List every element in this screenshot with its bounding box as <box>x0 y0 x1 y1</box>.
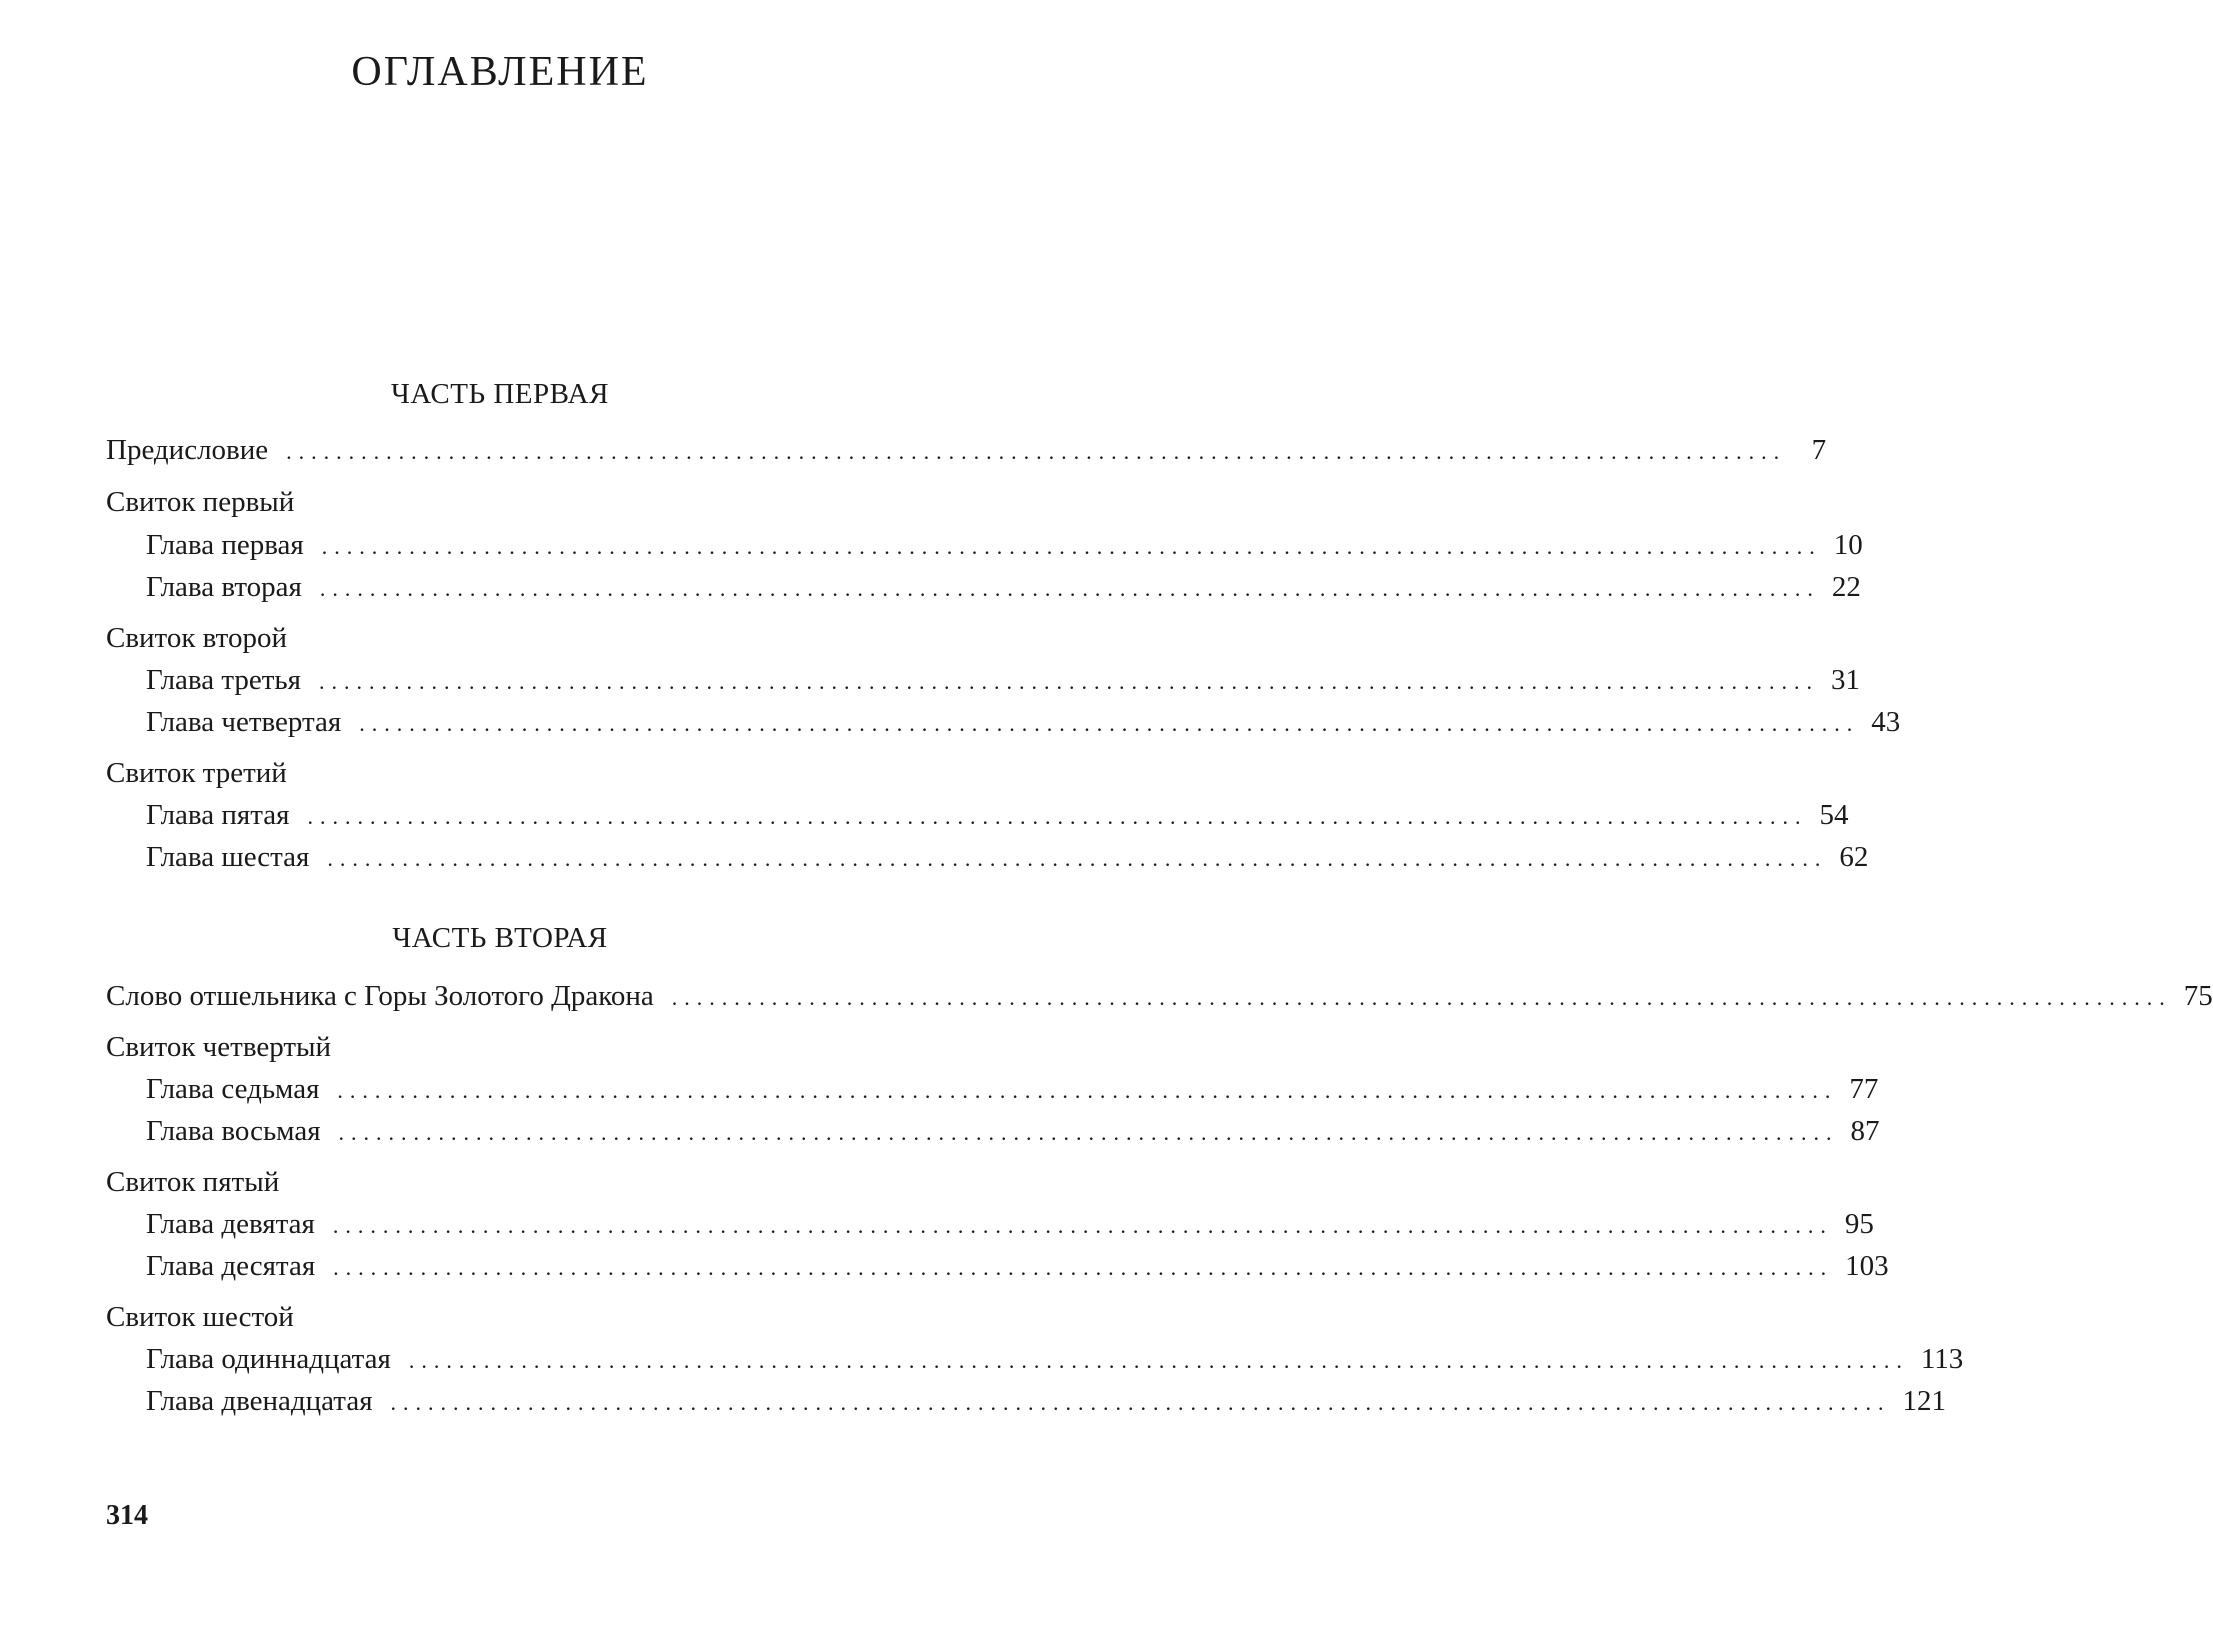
toc-page-number: 7 <box>1811 434 1827 466</box>
toc-chapter-entry[interactable] <box>146 1111 1880 1151</box>
toc-entry-label: Глава шестая <box>146 841 310 873</box>
toc-page-number: 22 <box>1831 571 1861 603</box>
toc-entry-label: Глава пятая <box>146 799 290 831</box>
toc-entry-label: Глава седьмая <box>146 1073 320 1105</box>
toc-page-number: 43 <box>1871 706 1901 738</box>
toc-entry-label: Глава двенадцатая <box>146 1385 373 1417</box>
toc-scroll-heading: Свиток третий <box>106 757 287 789</box>
toc-entry-label: Предисловие <box>106 434 269 466</box>
toc-chapter-entry[interactable] <box>146 525 1863 565</box>
toc-chapter-entry[interactable] <box>146 1381 1947 1421</box>
dot-leader: ........................................................................................................................ <box>319 669 1819 694</box>
toc-entry-label: Глава девятая <box>146 1208 315 1240</box>
toc-entry-label: Глава первая <box>146 529 304 561</box>
toc-scroll-heading: Свиток шестой <box>106 1301 294 1333</box>
toc-entry-preface[interactable] <box>106 430 1827 470</box>
dot-leader: ........................................................................................................................ <box>321 534 1822 559</box>
toc-page-number: 75 <box>2183 980 2213 1012</box>
toc-entry-label: Глава десятая <box>146 1250 316 1282</box>
dot-leader: ........................................................................................................................ <box>319 576 1820 601</box>
toc-chapter-entry[interactable] <box>146 1339 1964 1379</box>
toc-scroll-heading: Свиток пятый <box>106 1166 280 1198</box>
toc-scroll-heading: Свиток первый <box>106 486 295 518</box>
toc-scroll-heading: Свиток второй <box>106 622 287 654</box>
dot-leader: ........................................................................................................................ <box>671 985 2172 1010</box>
toc-page-number: 87 <box>1850 1115 1880 1147</box>
toc-page-number: 62 <box>1839 841 1869 873</box>
toc-chapter-entry[interactable] <box>146 1246 1889 1286</box>
toc-entry-label: Глава третья <box>146 664 301 696</box>
toc-chapter-entry[interactable] <box>146 567 1861 607</box>
toc-page-number: 95 <box>1844 1208 1874 1240</box>
dot-leader: ........................................................................................................................ <box>359 711 1860 736</box>
toc-page-number: 10 <box>1833 529 1863 561</box>
toc-chapter-entry[interactable] <box>146 837 1869 877</box>
dot-leader: ........................................................................................................................ <box>333 1255 1834 1280</box>
toc-entry-label: Слово отшельника с Горы Золотого Дракона <box>106 980 654 1012</box>
dot-leader: ........................................................................................................................ <box>307 804 1808 829</box>
toc-scroll-heading: Свиток четвертый <box>106 1031 332 1063</box>
toc-page-number: 121 <box>1902 1385 1947 1417</box>
toc-page-number: 31 <box>1831 664 1860 696</box>
toc-chapter-entry[interactable] <box>146 1069 1879 1109</box>
dot-leader: ........................................................................................................................ <box>408 1348 1909 1373</box>
page-title: ОГЛАВЛЕНИЕ <box>351 49 649 95</box>
dot-leader: ........................................................................................................................ <box>327 846 1828 871</box>
toc-entry-label: Глава восьмая <box>146 1115 321 1147</box>
page-number-folio: 314 <box>106 1500 148 1531</box>
toc-page-number: 54 <box>1819 799 1849 831</box>
toc-chapter-entry[interactable] <box>146 795 1849 835</box>
toc-page-number: 103 <box>1845 1250 1889 1282</box>
toc-page-number: 77 <box>1849 1073 1879 1105</box>
toc-chapter-entry[interactable] <box>146 1204 1874 1244</box>
toc-entry-label: Глава вторая <box>146 571 302 603</box>
toc-entry-hermit-word[interactable] <box>106 976 2213 1016</box>
dot-leader: ........................................................................................................................ <box>286 439 1787 464</box>
toc-chapter-entry[interactable] <box>146 702 1901 742</box>
dot-leader: ........................................................................................................................ <box>338 1120 1839 1145</box>
toc-entry-label: Глава четвертая <box>146 706 342 738</box>
toc-entry-label: Глава одиннадцатая <box>146 1343 391 1375</box>
toc-page-number: 113 <box>1920 1343 1964 1375</box>
part-heading-1: ЧАСТЬ ПЕРВАЯ <box>391 378 609 410</box>
part-heading-2: ЧАСТЬ ВТОРАЯ <box>392 922 608 954</box>
dot-leader: ........................................................................................................................ <box>332 1213 1833 1238</box>
toc-chapter-entry[interactable] <box>146 660 1860 700</box>
dot-leader: ........................................................................................................................ <box>337 1078 1838 1103</box>
dot-leader: ........................................................................................................................ <box>390 1390 1891 1415</box>
